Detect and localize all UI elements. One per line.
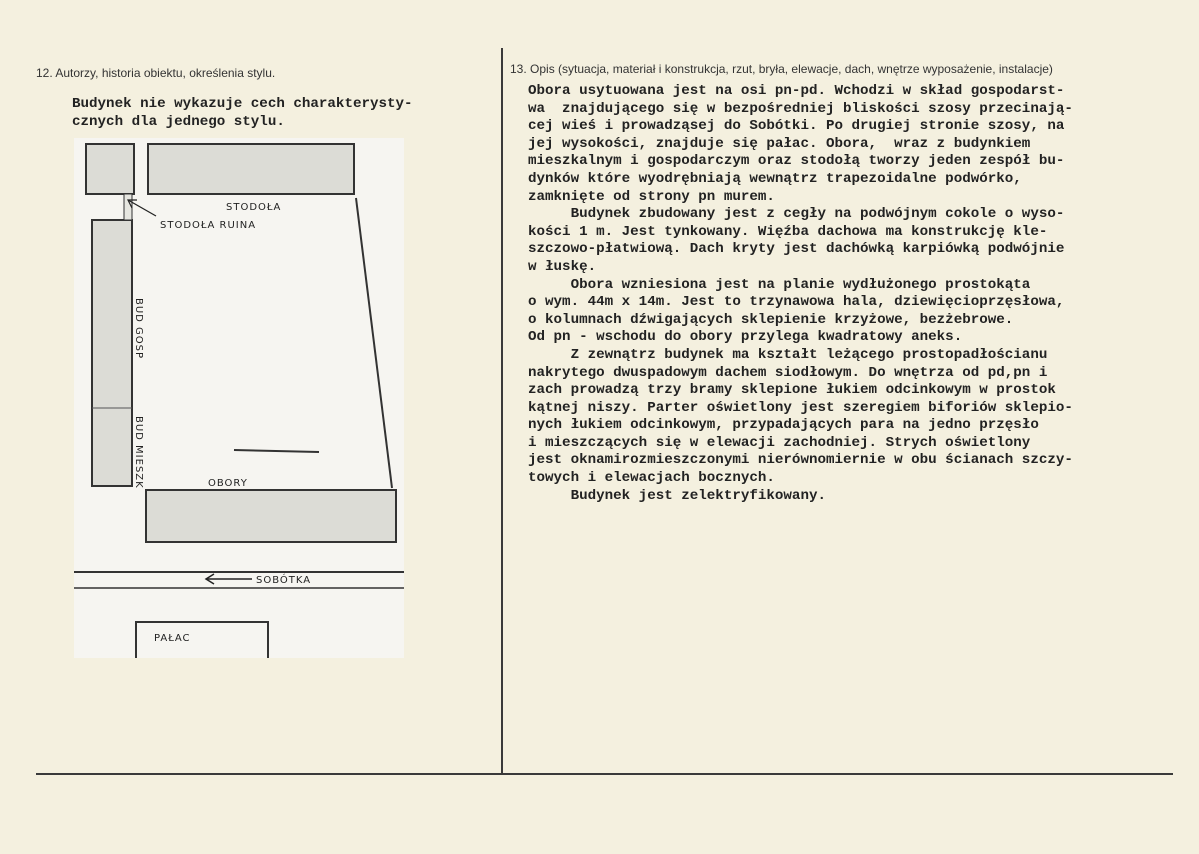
text-line: Budynek jest zelektryfikowany. [528,487,826,504]
text-line: wa znajdującego się w bezpośredniej bliskości szosy przecinają- [528,100,1073,117]
label-bud-gosp: BUD GOSP [133,298,144,360]
text-line: Obora usytuowana jest na osi pn-pd. Wchodzi w skład gospodarst- [528,83,1065,99]
site-plan-sketch [74,138,404,658]
text-line: kątnej niszy. Parter oświetlony jest szeregiem biforiów sklepio- [528,399,1073,416]
text-line: Od pn - wschodu do obory przylega kwadratowy aneks. [528,329,963,346]
bottom-rule [36,773,1173,775]
text-line: w łuskę. [528,258,597,275]
text-line: kości 1 m. Jest tynkowany. Więźba dachowa ma konstrukcję kle- [528,223,1048,240]
text-line: o wym. 44m x 14m. Jest to trzynawowa hala, dziewięcioprzęsłowa, [528,294,1065,311]
yard-wall [356,198,392,488]
label-stodola: STODOŁA [226,202,282,213]
text-line: Z zewnątrz budynek ma kształt leżącego prostopadłościanu [528,346,1048,363]
section-13-label: 13. Opis (sytuacja, materiał i konstrukcja, rzut, bryła, elewacje, dach, wnętrze wyposażenie, instalacje) [510,62,1053,76]
section-12-text [72,96,413,131]
text-line: jest oknamirozmieszczonymi nierównomiernie w obu ścianach szczy- [528,452,1073,469]
text-line: mieszkalnym i gospodarczym oraz stodołą tworzy jeden zespół bu- [528,153,1065,170]
text-line: zamknięte od strony pn murem. [528,188,775,205]
text-line: Budynek zbudowany jest z cegły na podwójnym cokole o wyso- [528,206,1065,223]
text-line: szczowo-płatwiową. Dach kryty jest dachówką karpiówką podwójnie [528,241,1065,258]
bud-gosp-building [92,220,132,486]
site-plan-drawing [74,138,404,658]
text-line: nych łukiem odcinkowym, przypadających para na jedno przęsło [528,417,1039,434]
label-palac: PAŁAC [154,633,191,644]
text-line: nakrytego dwuspadowym dachem siodłowym. Do wnętrza od pd,pn i [528,364,1048,381]
text-line: o kolumnach dźwigających sklepienie krzyżowe, bezżebrowe. [528,311,1014,328]
obora-building [146,490,396,542]
section-12-label: 12. Autorzy, historia obiektu, określenia stylu. [36,66,276,80]
text-line: zach prowadzą trzy bramy sklepione łukiem odcinkowym w prostok [528,382,1056,399]
text-line: i mieszczących się w elewacji zachodniej. Strych oświetlony [528,434,1031,451]
text-line: dynków które wyodrębniają wewnątrz trapezoidalne podwórko, [528,170,1022,187]
text-line: cznych dla jednego stylu. [72,113,285,130]
label-sobotka: SOBÓTKA [256,575,312,586]
stodola-ruin-building [86,144,134,194]
label-bud-miesz: BUD MIESZK [133,416,144,489]
column-divider [501,48,503,774]
yard-mark [234,450,319,452]
text-line: jej wysokości, znajduje się pałac. Obora, wraz z budynkiem [528,135,1031,152]
section-13-text [528,83,1073,505]
text-line: towych i elewacjach bocznych. [528,470,775,487]
stodola-building [148,144,354,194]
label-stodola-ruina: STODOŁA RUINA [160,220,257,231]
text-line: Budynek nie wykazuje cech charakterysty- [72,96,413,112]
text-line: cej wieś i prowadząsej do Sobótki. Po drugiej stronie szosy, na [528,118,1065,135]
wall-link [124,194,132,220]
label-obory: OBORY [208,478,248,489]
text-line: Obora wzniesiona jest na planie wydłużonego prostokąta [528,276,1031,293]
